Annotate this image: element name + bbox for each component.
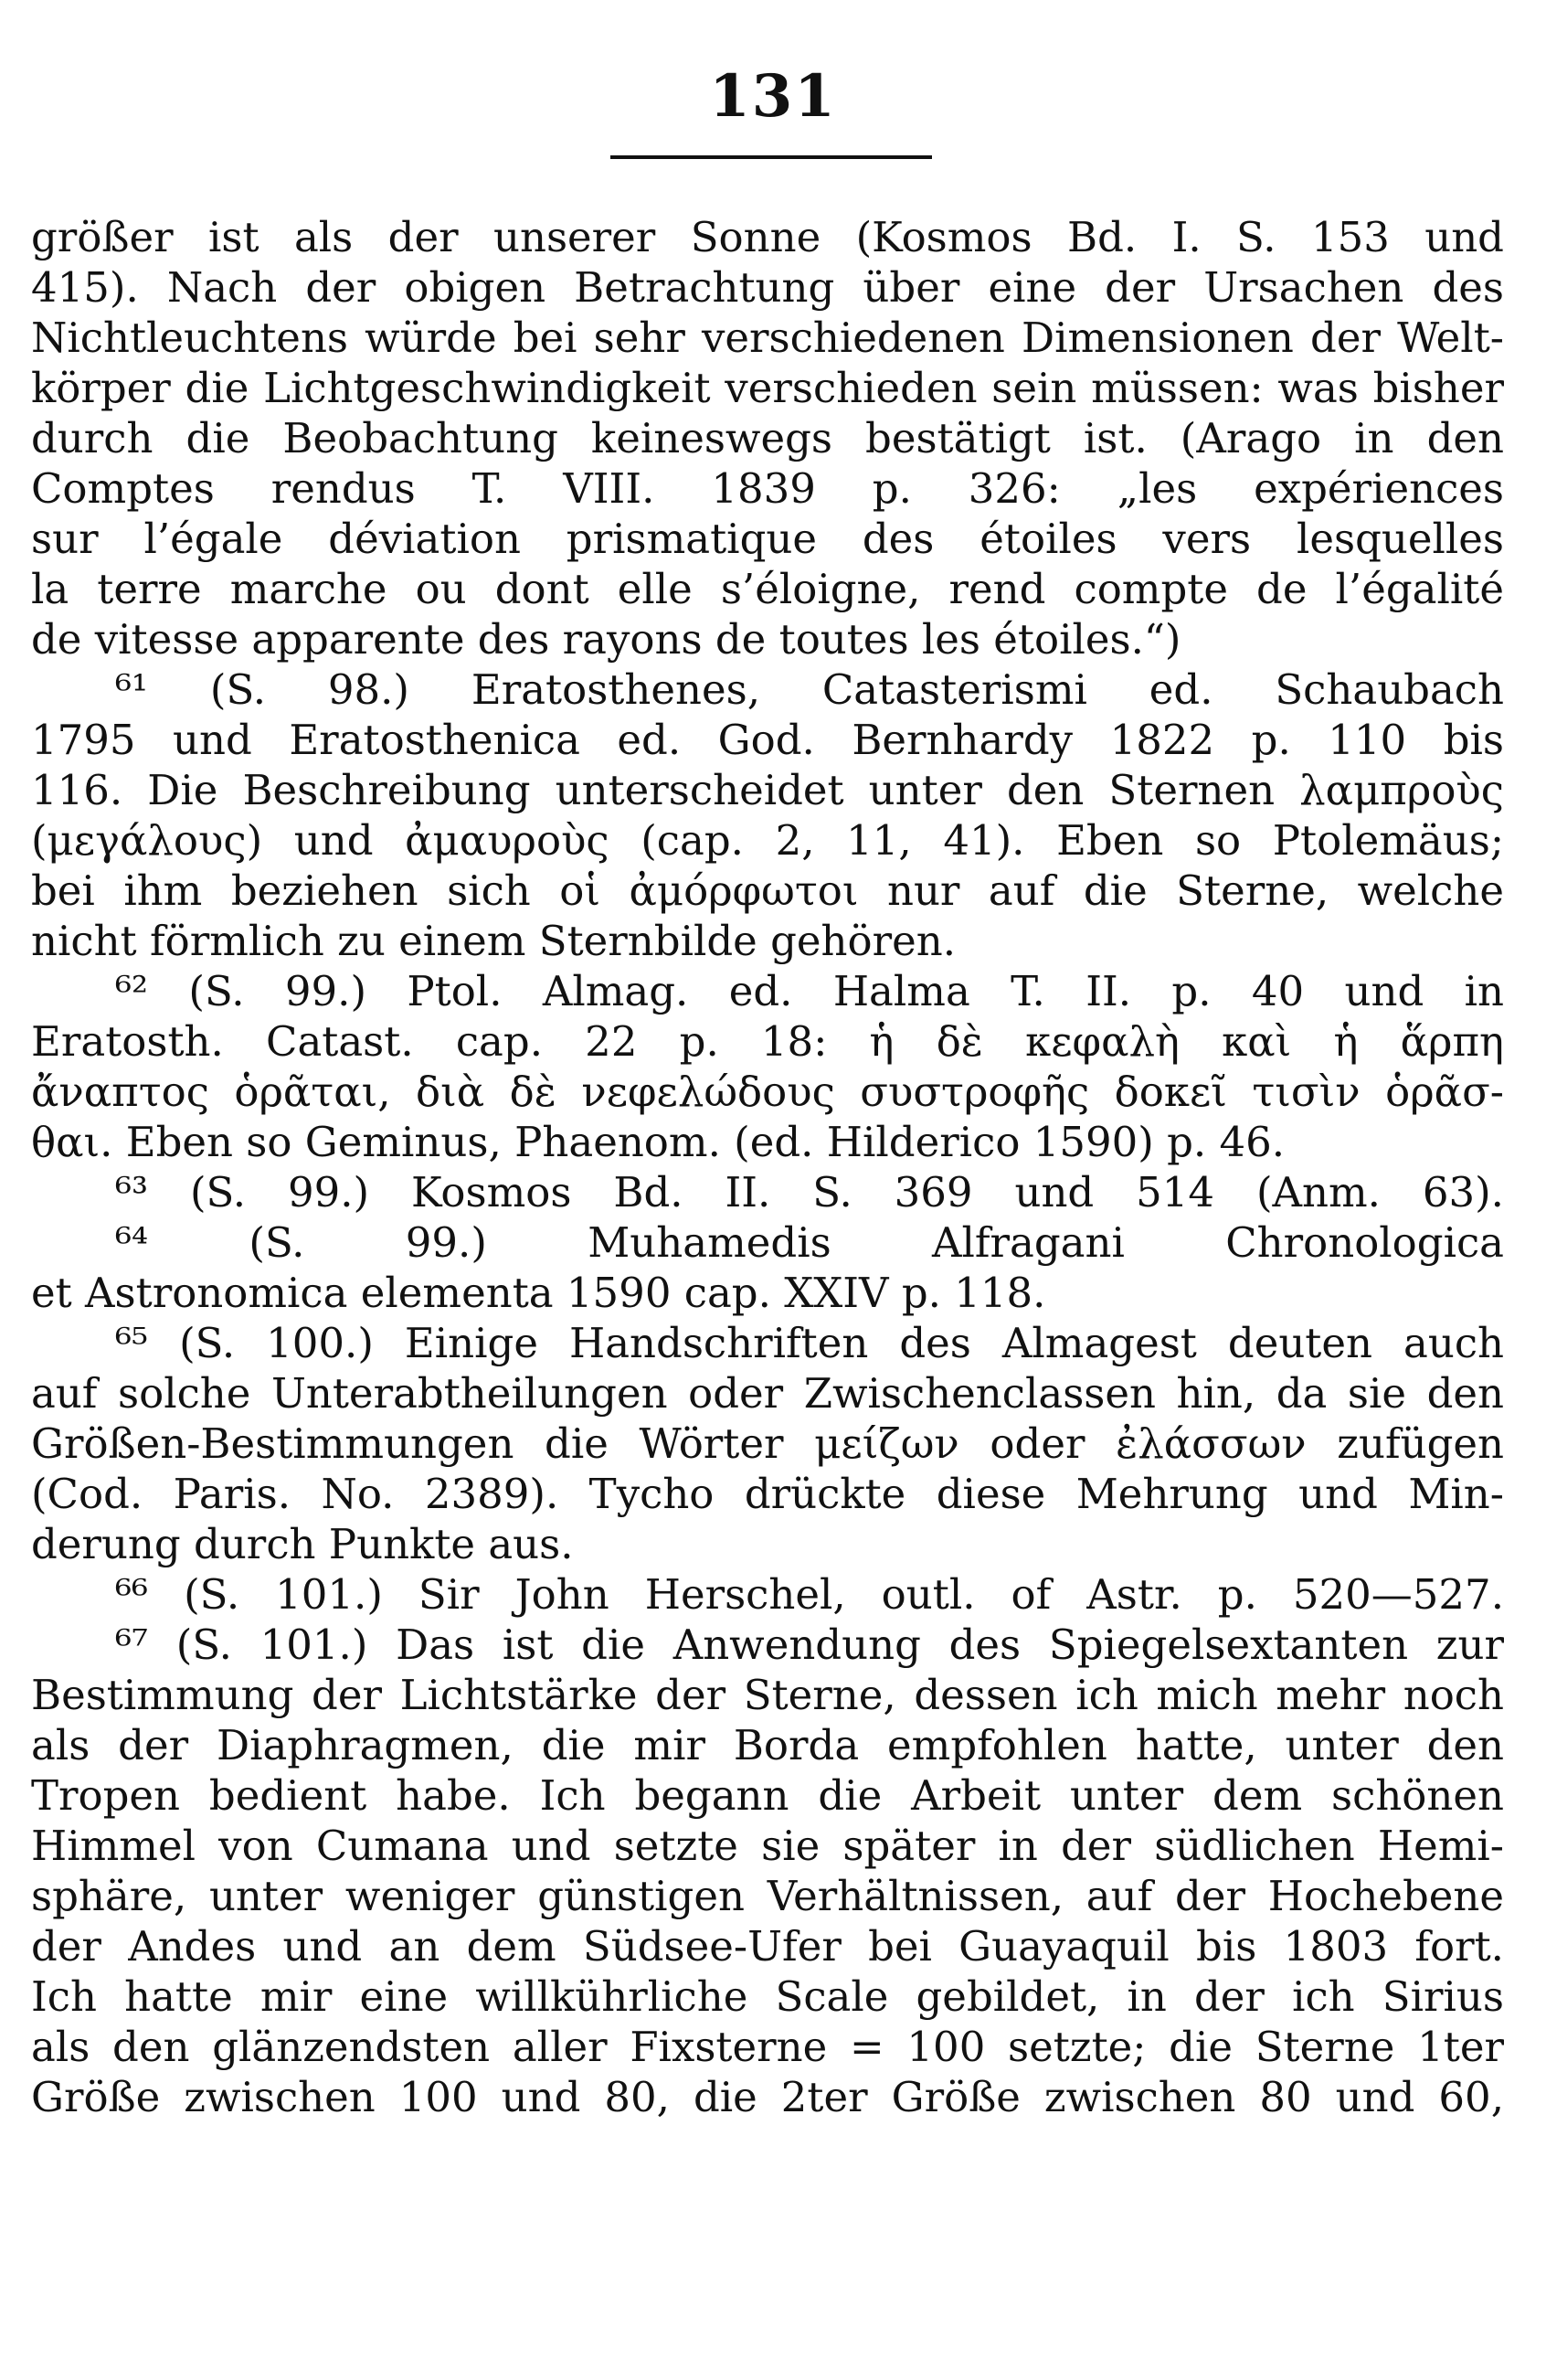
text-line: 116. Die Beschreibung unterscheidet unter den Sternen λαμπροὺς	[31, 766, 1504, 814]
footnote-start-line: ⁶² (S. 99.) Ptol. Almag. ed. Halma T. II. p. 40 und in	[115, 967, 1504, 1015]
body-text	[31, 212, 1504, 2122]
footnote-start-line: ⁶⁷ (S. 101.) Das ist die Anwendung des Spiegelsextanten zur	[115, 1620, 1504, 1669]
text-line: θαι. Eben so Geminus, Phaenom. (ed. Hilderico 1590) p. 46.	[31, 1118, 1286, 1166]
footnote-start-line: ⁶¹ (S. 98.) Eratosthenes, Catasterismi ed. Schaubach	[115, 665, 1504, 714]
footnote-start-line: ⁶⁶ (S. 101.) Sir John Herschel, outl. of Astr. p. 520—527.	[115, 1570, 1504, 1619]
text-line: (Cod. Paris. No. 2389). Tycho drückte diese Mehrung und Min-	[31, 1470, 1504, 1518]
text-line: durch die Beobachtung keineswegs bestätigt ist. (Arago in den	[31, 414, 1504, 462]
text-line: de vitesse apparente des rayons de toutes les étoiles.“)	[31, 615, 1181, 664]
text-line: nicht förmlich zu einem Sternbilde gehören.	[31, 917, 957, 965]
text-line: Himmel von Cumana und setzte sie später in der südlichen Hemi-	[31, 1822, 1504, 1870]
text-line: größer ist als der unserer Sonne (Kosmos Bd. I. S. 153 und	[31, 213, 1504, 261]
text-line: la terre marche ou dont elle s’éloigne, rend compte de l’égalité	[31, 565, 1504, 613]
text-line: Eratosth. Catast. cap. 22 p. 18: ἡ δὲ κεφαλὴ καὶ ἡ ἅρπη	[31, 1017, 1504, 1066]
text-line: ἄναπτος ὁρᾶται, διὰ δὲ νεφελώδους συστροφῆς δοκεῖ τισὶν ὁρᾶσ-	[31, 1068, 1504, 1116]
text-line: Nichtleuchtens würde bei sehr verschiedenen Dimensionen der Welt-	[31, 313, 1504, 362]
text-line: körper die Lichtgeschwindigkeit verschieden sein müssen: was bisher	[31, 364, 1504, 412]
text-line: derung durch Punkte aus.	[31, 1520, 574, 1568]
footnote-start-line: ⁶³ (S. 99.) Kosmos Bd. II. S. 369 und 514 (Anm. 63).	[115, 1168, 1504, 1217]
header-rule	[610, 155, 932, 159]
text-line: Größen-Bestimmungen die Wörter μείζων oder ἐλάσσων zufügen	[31, 1419, 1504, 1468]
text-line: et Astronomica elementa 1590 cap. XXIV p. 118.	[31, 1269, 1046, 1317]
text-line: 415). Nach der obigen Betrachtung über eine der Ursachen des	[31, 263, 1504, 312]
footnote-start-line: ⁶⁴ (S. 99.) Muhamedis Alfragani Chronologica	[115, 1218, 1504, 1267]
text-line: sur l’égale déviation prismatique des étoiles vers lesquelles	[31, 515, 1504, 563]
text-line: sphäre, unter weniger günstigen Verhältnissen, auf der Hochebene	[31, 1872, 1504, 1920]
text-line: Tropen bedient habe. Ich begann die Arbeit unter dem schönen	[31, 1771, 1504, 1820]
text-line: Größe zwischen 100 und 80, die 2ter Größe zwischen 80 und 60,	[31, 2073, 1504, 2121]
page-number: 131	[709, 62, 837, 131]
text-line: auf solche Unterabtheilungen oder Zwischenclassen hin, da sie den	[31, 1369, 1504, 1418]
text-line: als den glänzendsten aller Fixsterne = 100 setzte; die Sterne 1ter	[31, 2023, 1504, 2071]
text-line: Bestimmung der Lichtstärke der Sterne, dessen ich mich mehr noch	[31, 1671, 1504, 1719]
text-line: bei ihm beziehen sich οἱ ἀμόρφωτοι nur auf die Sterne, welche	[31, 866, 1504, 915]
text-line: als der Diaphragmen, die mir Borda empfohlen hatte, unter den	[31, 1721, 1504, 1769]
footnote-start-line: ⁶⁵ (S. 100.) Einige Handschriften des Almagest deuten auch	[115, 1319, 1504, 1367]
text-line: 1795 und Eratosthenica ed. God. Bernhardy 1822 p. 110 bis	[31, 716, 1504, 764]
text-line: (μεγάλους) und ἀμαυροὺς (cap. 2, 11, 41). Eben so Ptolemäus;	[31, 816, 1504, 865]
text-line: Comptes rendus T. VIII. 1839 p. 326: „les expériences	[31, 464, 1504, 513]
text-line: Ich hatte mir eine willkührliche Scale gebildet, in der ich Sirius	[31, 1972, 1504, 2021]
text-line: der Andes und an dem Südsee-Ufer bei Guayaquil bis 1803 fort.	[31, 1922, 1504, 1971]
